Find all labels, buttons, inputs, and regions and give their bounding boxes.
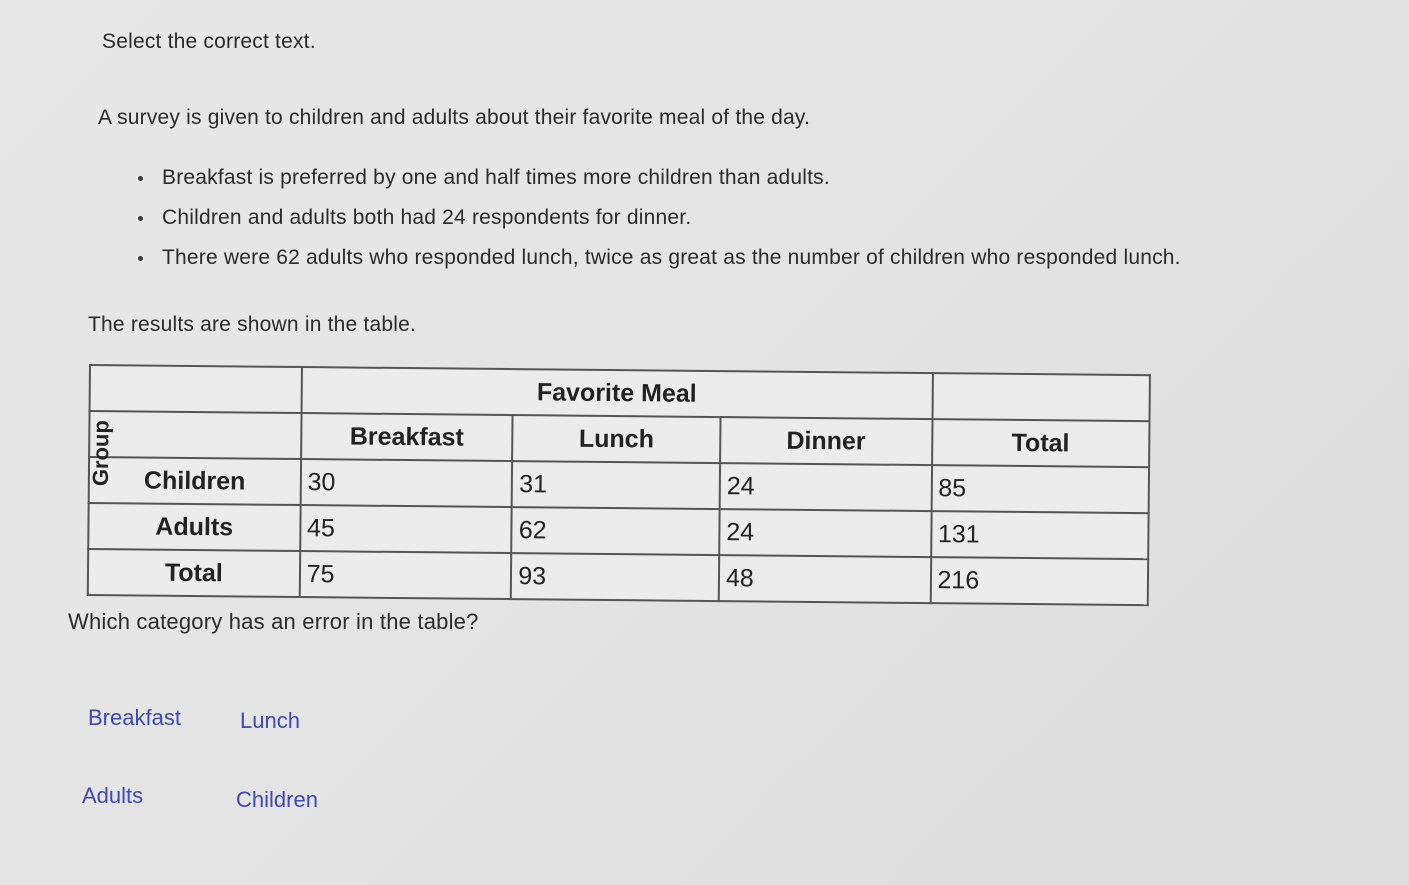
fact-dinner: Children and adults both had 24 respondents for dinner.: [128, 206, 1181, 233]
row-label-children: Children: [89, 457, 301, 505]
results-text: The results are shown in the table.: [88, 313, 417, 336]
row-label-adults: Adults: [88, 503, 300, 551]
option-children[interactable]: Children: [236, 787, 318, 812]
cell-total-breakfast: 75: [299, 551, 511, 599]
table-row: [88, 549, 1148, 605]
cell-adults-total: 131: [931, 511, 1149, 559]
column-header-lunch: Lunch: [512, 415, 720, 463]
cell-total-dinner: 48: [719, 555, 931, 603]
cell-adults-lunch: 62: [512, 507, 720, 555]
row-label-total: Total: [88, 549, 300, 597]
column-header-breakfast: Breakfast: [301, 413, 513, 461]
cell-total-total: 216: [930, 557, 1148, 605]
option-adults[interactable]: Adults: [82, 783, 144, 808]
cell-adults-breakfast: 45: [300, 505, 512, 553]
fact-breakfast: Breakfast is preferred by one and half times more children than adults.: [128, 166, 1181, 193]
option-breakfast[interactable]: Breakfast: [88, 705, 181, 730]
cell-children-total: 85: [931, 465, 1149, 513]
cell-children-breakfast: 30: [300, 459, 512, 507]
cell-adults-dinner: 24: [719, 509, 931, 557]
group-label: Group: [87, 419, 114, 487]
favorite-meal-table: [87, 364, 1151, 606]
table-title-blank-cell: [932, 373, 1150, 421]
table-title: Favorite Meal: [301, 367, 932, 419]
facts-list: [128, 166, 1181, 286]
column-header-dinner: Dinner: [720, 417, 932, 465]
column-header-total: Total: [932, 419, 1150, 467]
question-text: Which category has an error in the table?: [68, 609, 479, 634]
fact-lunch: There were 62 adults who responded lunch, twice as great as the number of children who responded lunch.: [128, 246, 1181, 273]
cell-total-lunch: 93: [511, 553, 719, 601]
cell-children-dinner: 24: [720, 463, 932, 511]
table-corner-cell: [90, 365, 302, 413]
instruction-text: Select the correct text.: [102, 30, 316, 53]
survey-intro: A survey is given to children and adults about their favorite meal of the day.: [98, 106, 811, 129]
option-lunch[interactable]: Lunch: [240, 708, 300, 733]
cell-children-lunch: 31: [512, 461, 720, 509]
